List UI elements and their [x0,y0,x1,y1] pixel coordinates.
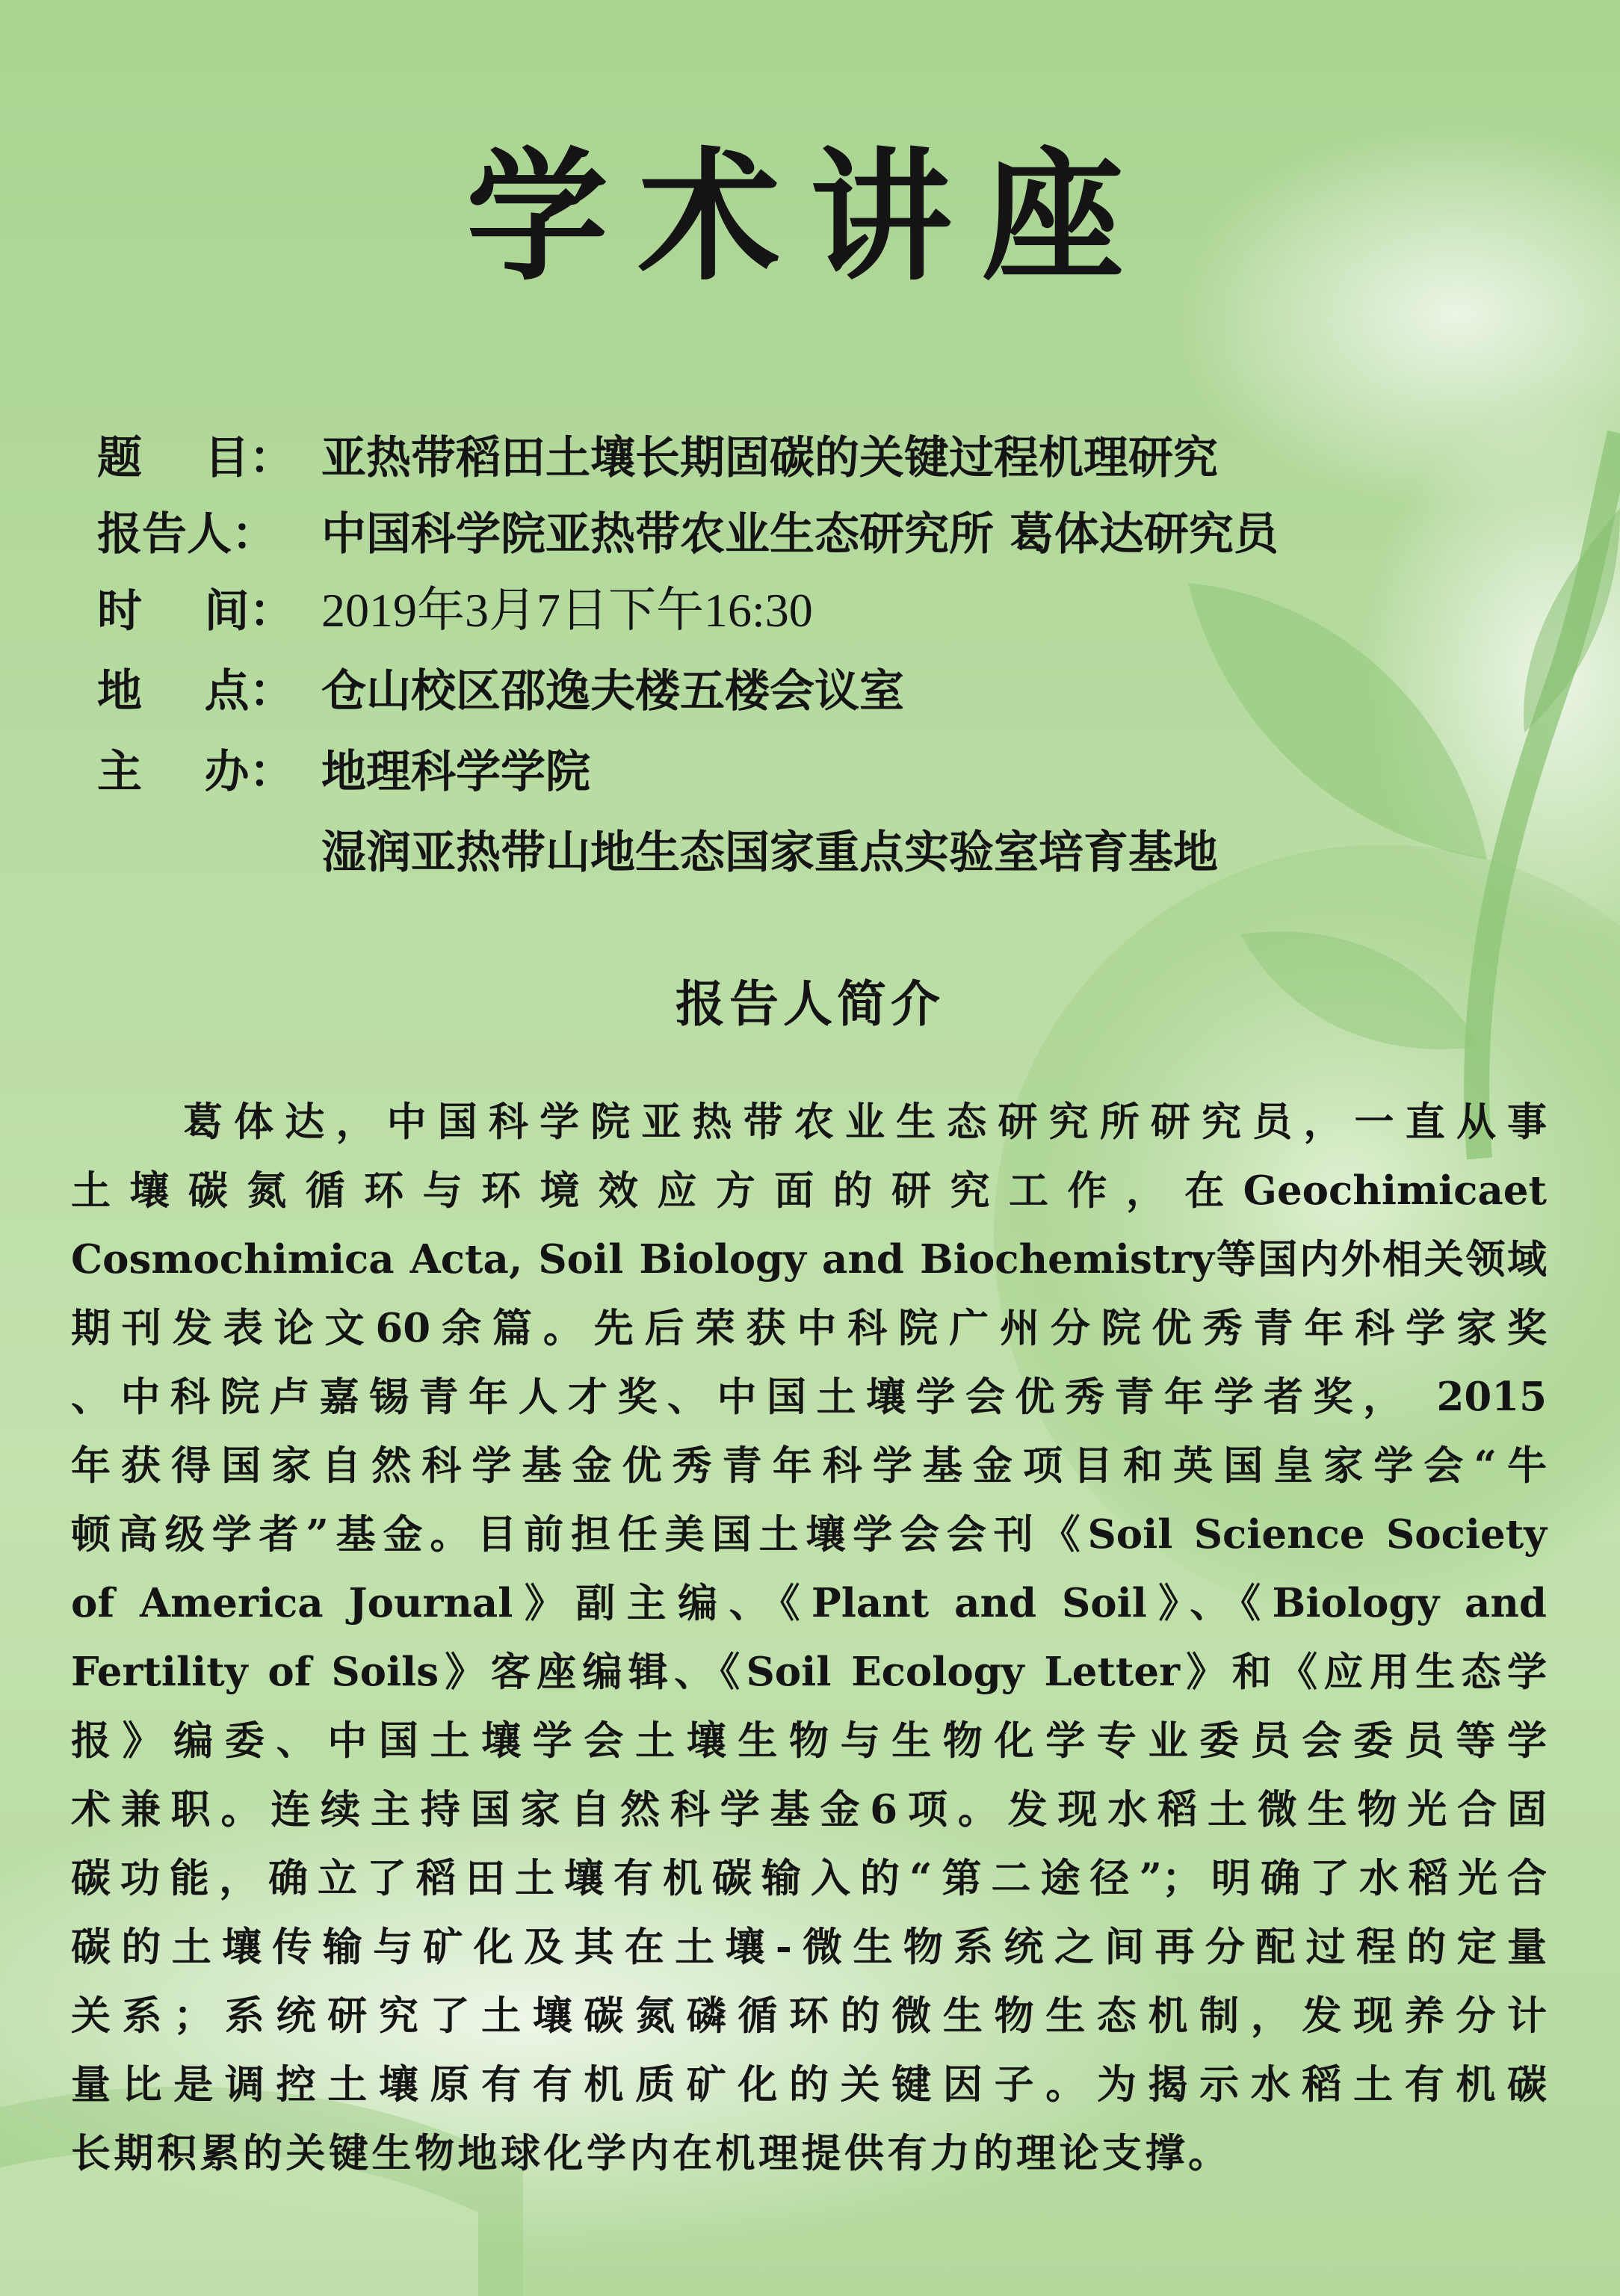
bio-line: 长期积累的关键生物地球化学内在机理提供有力的理论支撑。 [71,2130,1231,2176]
info-host-second [97,819,1218,886]
speaker-value: 中国科学院亚热带农业生态研究所 葛体达研究员 [321,508,1279,561]
info-host [97,738,590,806]
info-place [97,658,904,725]
time-label: 时 间： [97,585,294,638]
poster-title: 学术讲座 [466,133,1154,300]
bio-line: 、中科院卢嘉锡青年人才奖、中国土壤学会优秀青年学者奖， 2015 [71,1374,1547,1420]
bio-line: 量比是调控土壤原有有机质矿化的关键因子。为揭示水稻土有机碳 [71,2061,1547,2108]
host-label: 主 办： [97,746,294,798]
bio-line: 葛体达，中国科学院亚热带农业生态研究所研究员，一直从事 [183,1099,1547,1145]
bio-line: of America Journal》副主编、《Plant and Soil》、《Biology and [71,1580,1547,1626]
bio-line: 报》编委、中国土壤学会土壤生物与生物化学专业委员会委员等学 [71,1718,1547,1764]
bio-heading: 报告人简介 [675,975,945,1033]
place-label: 地 点： [97,665,294,718]
bio-line: 关系；系统研究了土壤碳氮磷循环的微生物生态机制，发现养分计 [71,1993,1547,2039]
bio-line: Cosmochimica Acta, Soil Biology and Biochemistry等国内外相关领域 [71,1236,1547,1283]
time-value: 2019年3月7日下午16:30 [321,584,813,637]
bio-line: Fertility of Soils》客座编辑、《Soil Ecology Letter》和《应用生态学 [71,1649,1547,1695]
info-time [97,577,813,644]
speaker-label: 报告人： [97,508,276,561]
bio-line: 术兼职。连续主持国家自然科学基金6项。发现水稻土微生物光合固 [71,1786,1547,1833]
topic-value: 亚热带稻田土壤长期固碳的关键过程机理研究 [321,432,1218,484]
bio-line: 顿高级学者”基金。目前担任美国土壤学会会刊《Soil Science Society [71,1511,1547,1558]
bio-line: 年获得国家自然科学基金优秀青年科学基金项目和英国皇家学会“牛 [71,1442,1547,1489]
topic-label: 题 目： [97,432,294,484]
info-speaker [97,501,1279,568]
place-value: 仓山校区邵逸夫楼五楼会议室 [321,665,904,718]
bio-line: 碳的土壤传输与矿化及其在土壤-微生物系统之间再分配过程的定量 [71,1924,1547,1970]
bio-line: 碳功能，确立了稻田土壤有机碳输入的“第二途径”；明确了水稻光合 [71,1855,1547,1901]
bio-line: 期刊发表论文60余篇。先后荣获中科院广州分院优秀青年科学家奖 [71,1305,1547,1351]
info-topic [97,425,1218,492]
host-value: 地理科学学院 [321,746,590,798]
bio-paragraph [71,1087,1547,2188]
host-value-second: 湿润亚热带山地生态国家重点实验室培育基地 [321,827,1218,879]
bio-line: 土壤碳氮循环与环境效应方面的研究工作，在Geochimicaet [71,1167,1547,1214]
